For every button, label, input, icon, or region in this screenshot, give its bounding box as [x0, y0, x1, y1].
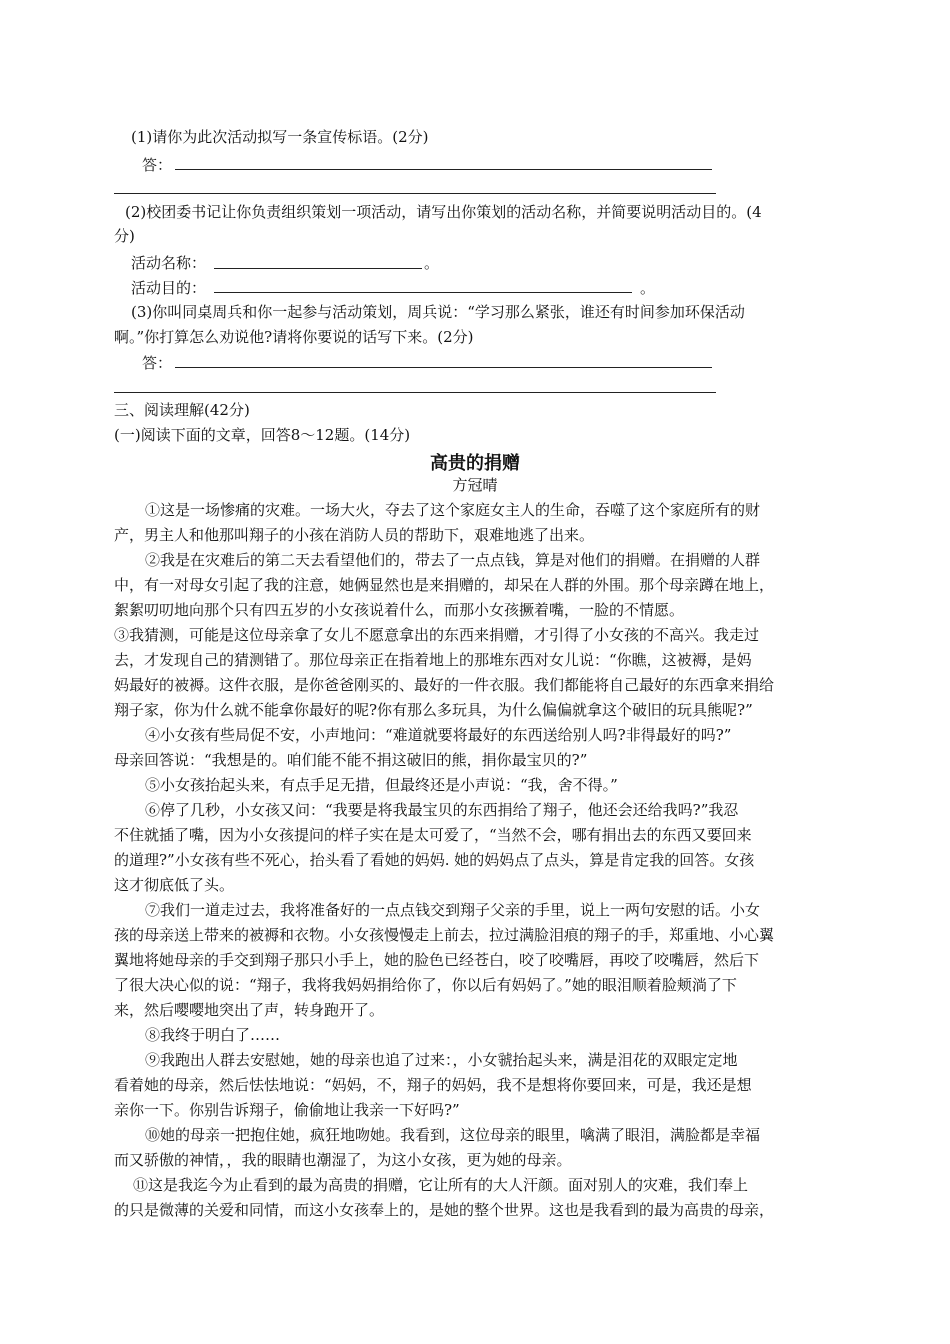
activity-purpose-field[interactable]	[214, 292, 632, 293]
article-line: 看着她的母亲，然后怯怯地说：“妈妈，不，翔子的妈妈，我不是想将你要回来，可是，我还是想	[114, 1076, 752, 1094]
article-line: 絮絮叨叨地向那个只有四五岁的小女孩说着什么，而那小女孩撅着嘴，一脸的不情愿。	[114, 601, 685, 619]
article-author: 方冠晴	[452, 476, 498, 494]
q1-answer-line-1[interactable]	[175, 169, 712, 170]
q2-prompt-line1: (2)校团委书记让你负责组织策划一项活动，请写出你策划的活动名称，并简要说明活动目的。(4	[125, 203, 762, 221]
article-line: 了很大决心似的说：“翔子，我将我妈妈捐给你了，你以后有妈妈了。”她的眼泪顺着脸颊淌了下	[114, 976, 737, 994]
article-line: 翼地将她母亲的手交到翔子那只小手上，她的脸色已经苍白，咬了咬嘴唇，再咬了咬嘴唇，然后下	[114, 951, 760, 969]
article-line: 的道理?”小女孩有些不死心，抬头看了看她的妈妈. 她的妈妈点了点头，算是肯定我的回答。女孩	[114, 851, 755, 869]
q3-answer-line-2[interactable]	[114, 392, 716, 393]
article-line: ⑦我们一道走过去，我将准备好的一点点钱交到翔子父亲的手里，说上一两句安慰的话。小女	[145, 901, 761, 919]
q3-answer-label: 答：	[142, 354, 173, 372]
article-line: ⑧我终于明白了……	[145, 1026, 281, 1044]
article-title: 高贵的捐赠	[430, 453, 520, 474]
article-line: 而又骄傲的神情，，我的眼睛也潮湿了，为这小女孩，更为她的母亲。	[114, 1151, 572, 1169]
q1-answer-line-2[interactable]	[114, 193, 716, 194]
article-line: ⑪这是我迄今为止看到的最为高贵的捐赠，它让所有的大人汗颜。面对别人的灾难，我们奉上	[133, 1176, 749, 1194]
q3-answer-line-1[interactable]	[175, 367, 712, 368]
article-line: 不住就插了嘴，因为小女孩提问的样子实在是太可爱了，“当然不会，哪有捐出去的东西又要回来	[114, 826, 752, 844]
q3-prompt-line2: 啊。”你打算怎么劝说他?请将你要说的话写下来。(2分)	[114, 328, 474, 346]
article-line: ④小女孩有些局促不安，小声地问：“难道就要将最好的东西送给别人吗?非得最好的吗?”	[145, 726, 732, 744]
activity-name-label: 活动名称：	[131, 254, 207, 272]
article-line: 来，然后嘤嘤地突出了声，转身跑开了。	[114, 1001, 385, 1019]
section-heading: 三、阅读理解(42分)	[114, 401, 250, 419]
article-line: 翔子家，你为什么就不能拿你最好的呢?你有那么多玩具，为什么偏偏就拿这个破旧的玩具熊呢?”	[114, 701, 753, 719]
activity-purpose-period: 。	[640, 279, 656, 297]
article-line: ②我是在灾难后的第二天去看望他们的，带去了一点点钱，算是对他们的捐赠。在捐赠的人群	[145, 551, 761, 569]
article-line: ⑨我跑出人群去安慰她，她的母亲也追了过来：，小女虢抬起头来，满是泪花的双眼定定地	[145, 1051, 738, 1069]
activity-name-period: 。	[424, 254, 440, 272]
section-subheading: (一)阅读下面的文章，回答8～12题。(14分)	[114, 426, 411, 444]
article-line: 的只是微薄的关爱和同情，而这小女孩奉上的，是她的整个世界。这也是我看到的最为高贵的母亲，	[114, 1201, 775, 1219]
article-line: 这才彻底低了头。	[114, 876, 235, 894]
article-line: 母亲回答说：“我想是的。咱们能不能不捐这破旧的熊，捐你最宝贝的?”	[114, 751, 588, 769]
q2-prompt-line2: 分)	[114, 227, 135, 245]
activity-purpose-label: 活动目的：	[131, 279, 207, 297]
q1-prompt: (1)请你为此次活动拟写一条宣传标语。(2分)	[131, 128, 429, 146]
article-line: ⑩她的母亲一把抱住她，疯狂地吻她。我看到，这位母亲的眼里，噙满了眼泪，满脸都是幸福	[145, 1126, 761, 1144]
article-line: 产，男主人和他那叫翔子的小孩在消防人员的帮助下，艰难地逃了出来。	[114, 526, 595, 544]
article-line: 中，有一对母女引起了我的注意，她俩显然也是来捐赠的，却呆在人群的外围。那个母亲蹲在地上，	[114, 576, 775, 594]
q1-answer-label: 答：	[142, 156, 173, 174]
q3-prompt-line1: (3)你叫同桌周兵和你一起参与活动策划，周兵说：“学习那么紧张，谁还有时间参加环保活动	[131, 303, 745, 321]
article-line: ③我猜测，可能是这位母亲拿了女儿不愿意拿出的东西来捐赠，才引得了小女孩的不高兴。我走过	[114, 626, 760, 644]
article-line: 妈最好的被褥。这件衣服，是你爸爸刚买的、最好的一件衣服。我们都能将自己最好的东西拿来捐给	[114, 676, 775, 694]
article-line: 孩的母亲送上带来的被褥和衣物。小女孩慢慢走上前去，拉过满脸泪痕的翔子的手，郑重地、小心翼	[114, 926, 775, 944]
article-line: 去，才发现自己的猜测错了。那位母亲正在指着地上的那堆东西对女儿说：“你瞧，这被褥，是妈	[114, 651, 752, 669]
activity-name-field[interactable]	[214, 268, 422, 269]
article-line: ①这是一场惨痛的灾难。一场大火，夺去了这个家庭女主人的生命，吞噬了这个家庭所有的财	[145, 501, 761, 519]
article-line: ⑥停了几秒，小女孩又问：“我要是将我最宝贝的东西捐给了翔子，他还会还给我吗?”我忍	[145, 801, 739, 819]
article-line: 亲你一下。你别告诉翔子，偷偷地让我亲一下好吗?”	[114, 1101, 460, 1119]
article-line: ⑤小女孩抬起头来，有点手足无措，但最终还是小声说：“我，舍不得。”	[145, 776, 618, 794]
